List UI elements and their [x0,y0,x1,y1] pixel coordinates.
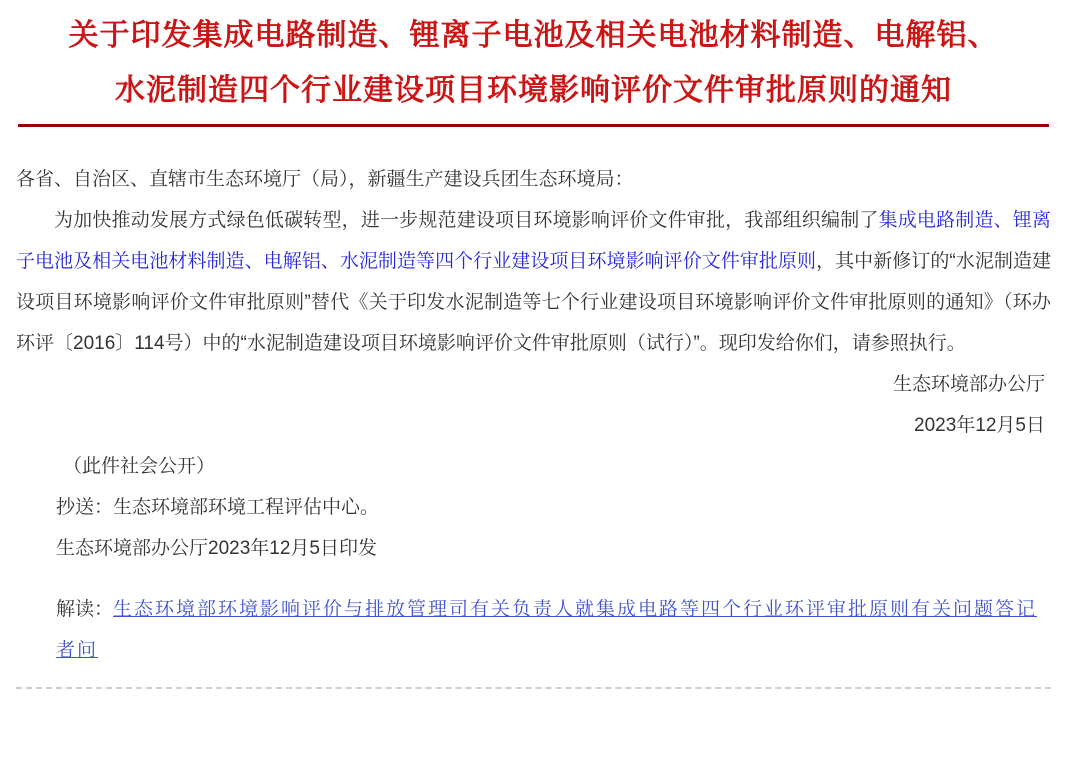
page-title: 关于印发集成电路制造、锂离子电池及相关电池材料制造、电解铝、水泥制造四个行业建设项目环境影响评价文件审批原则的通知 [68,19,999,107]
main-paragraph [16,200,1051,364]
public-disclosure-note: （此件社会公开） [63,456,216,477]
interpretation-line [16,589,1051,671]
interpretation-link[interactable]: 生态环境部环境影响评价与排放管理司有关负责人就集成电路等四个行业环评审批原则有关问题答记者问 [56,599,1038,661]
interpretation-label: 解读： [56,599,114,620]
salutation-line: 各省、自治区、直辖市生态环境厅（局），新疆生产建设兵团生态环境局： [16,169,634,190]
cc-line: 抄送：生态环境部环境工程评估中心。 [56,497,380,518]
signature-date: 2023年12月5日 [914,415,1045,436]
document-body [16,159,1051,671]
paragraph-prefix-text: 为加快推动发展方式绿色低碳转型，进一步规范建设项目环境影响评价文件审批，我部组织编制了 [54,210,879,231]
title-divider [18,124,1049,127]
approval-principles-link[interactable]: 集成电路制造、锂离子电池及相关电池材料制造、电解铝、水泥制造等四个行业建设项目环境影响评价文件审批原则 [16,210,1051,272]
bottom-dotted-divider [16,687,1051,689]
paragraph-suffix-text: ，其中新修订的“水泥制造建设项目环境影响评价文件审批原则”替代《关于印发水泥制造等七个行业建设项目环境影响评价文件审批原则的通知》（环办环评〔2016〕114号）中的“水泥制造建设项目环境影响评价文件审批原则（试行）”。现印发给你们，请参照执行。 [16,251,1051,354]
signature-org: 生态环境部办公厅 [892,374,1045,395]
issue-line: 生态环境部办公厅2023年12月5日印发 [56,538,377,559]
